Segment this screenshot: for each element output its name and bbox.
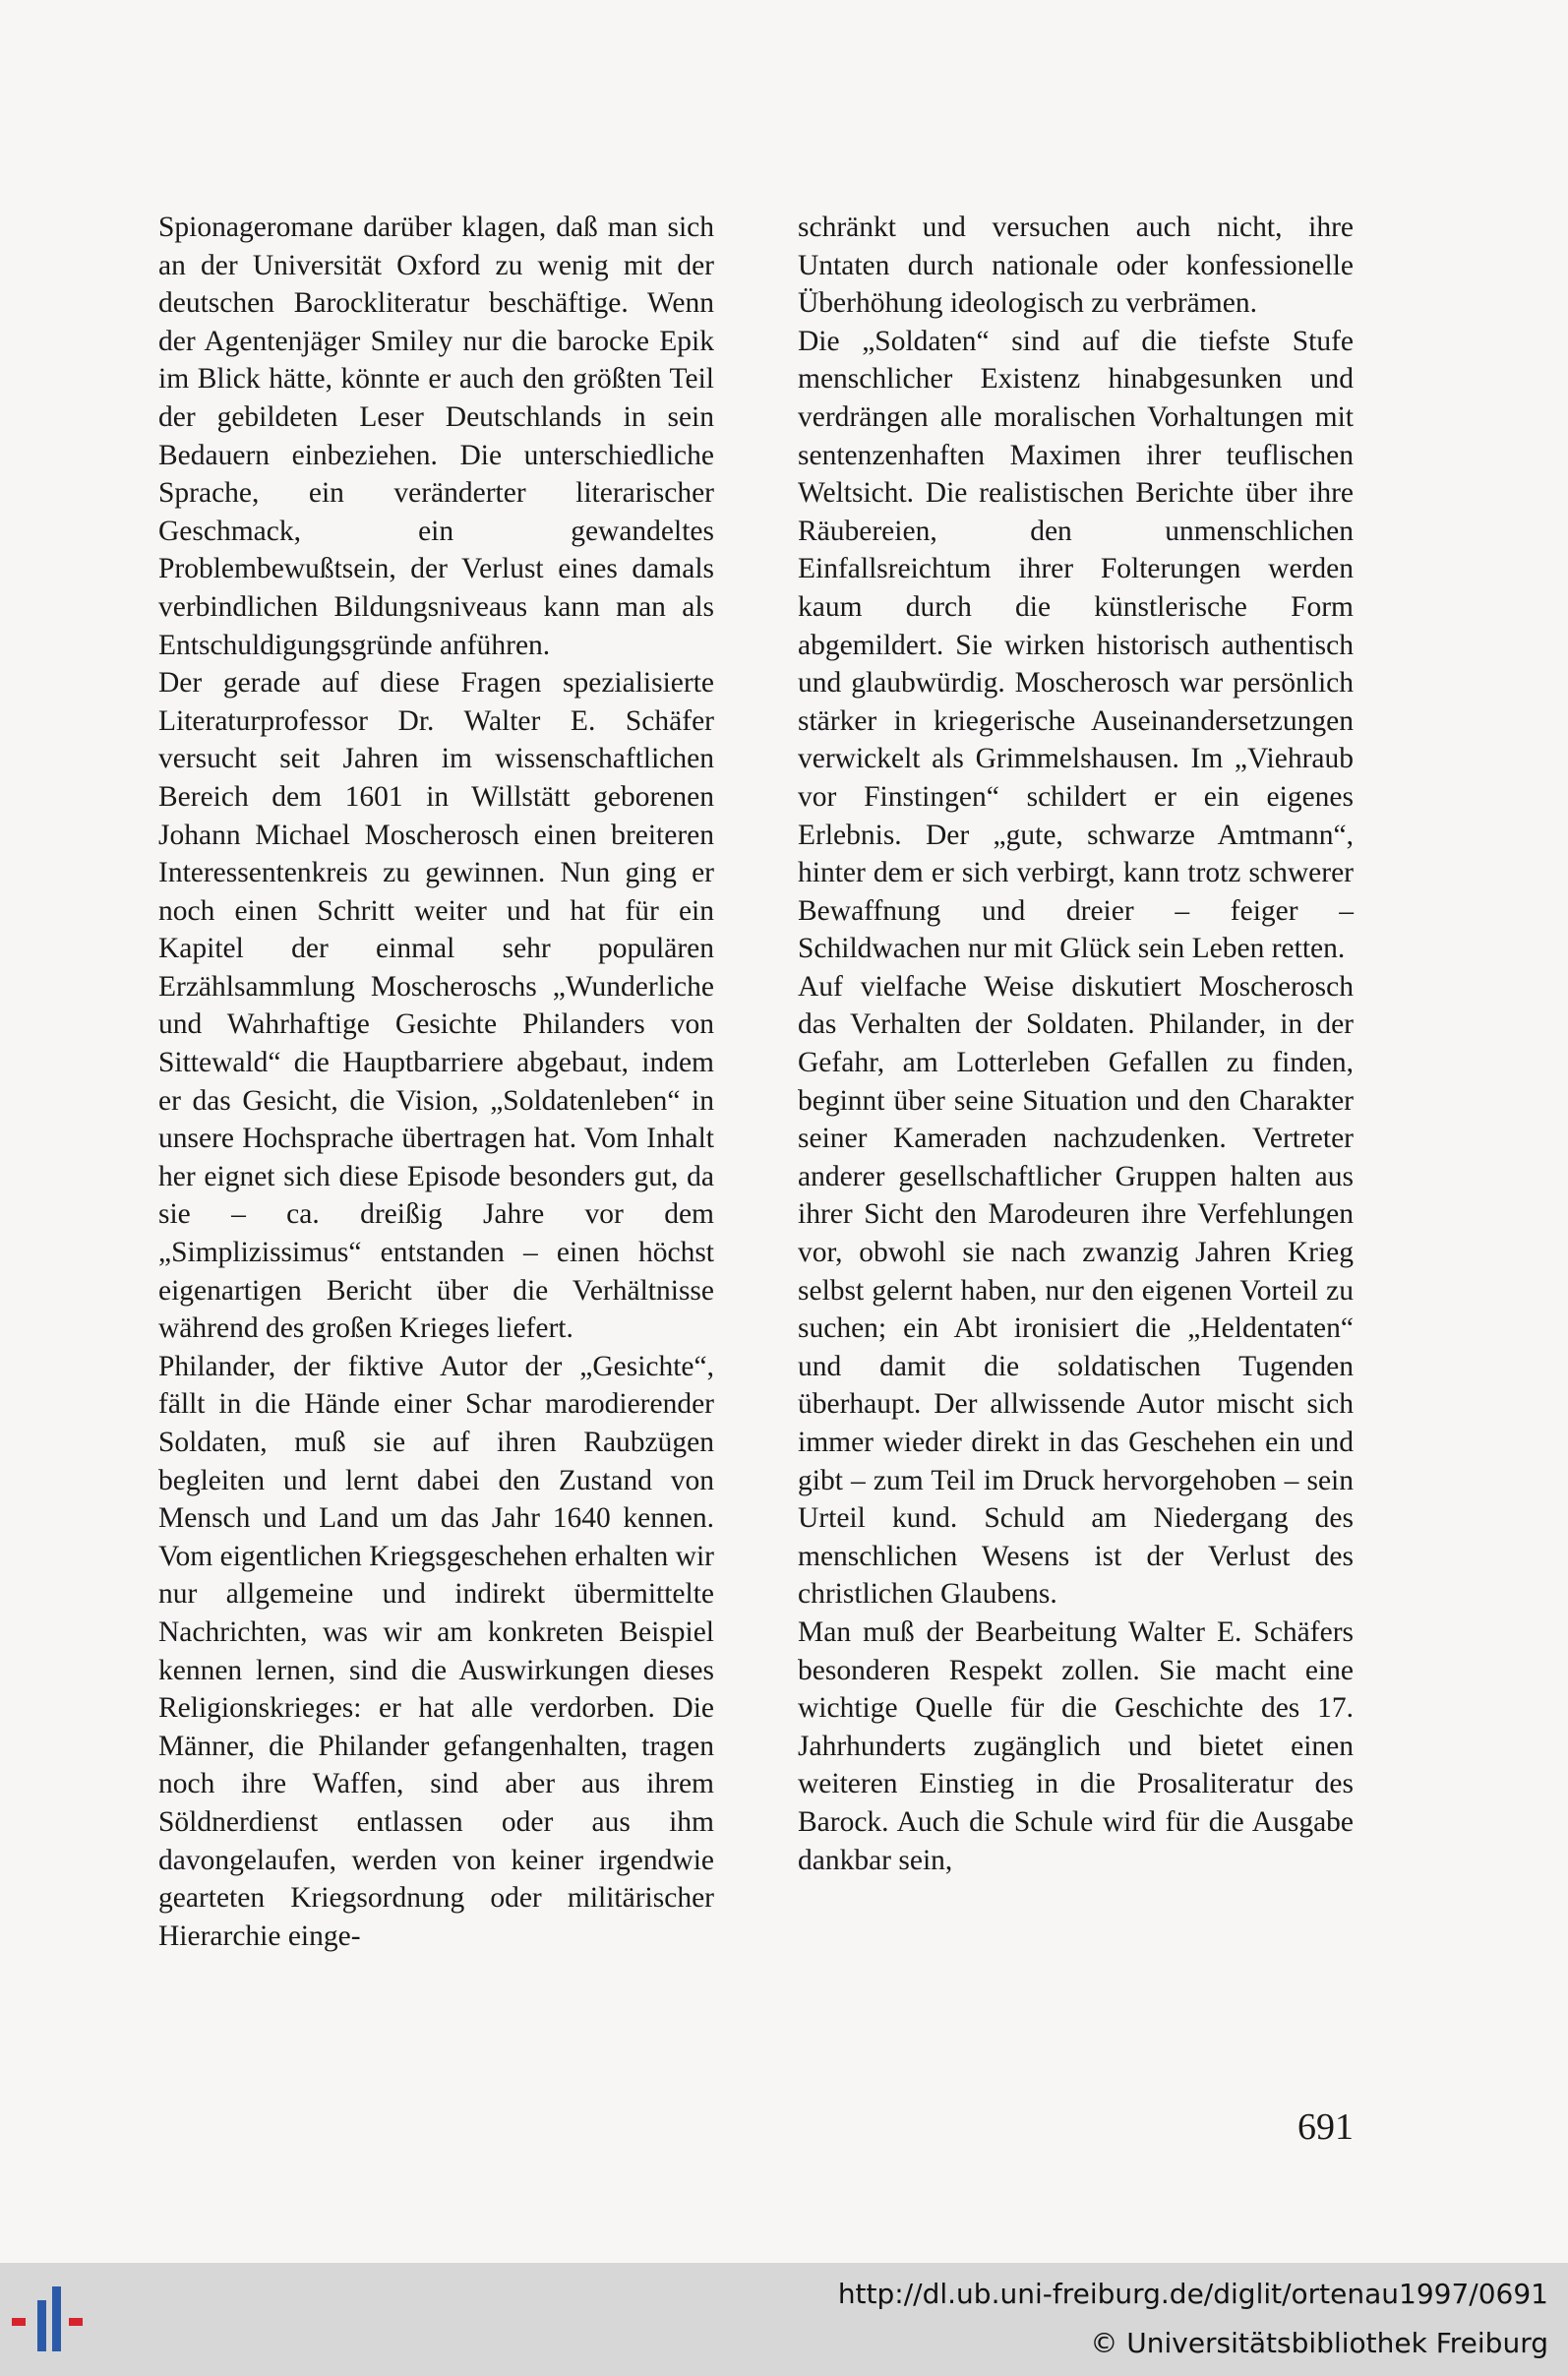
logo-graphic bbox=[10, 2283, 98, 2361]
paragraph: Die „Soldaten“ sind auf die tiefste Stufe menschlicher Existenz hinabgesunken und verdrängen alle moralischen Vorhaltungen mit sentenzenhaften Maximen ihrer teuflischen Weltsicht. Die realistischen Berichte über ihre Räubereien, den unmenschlichen Einfallsreichtum ihrer Folterungen werden kaum durch die künstlerische Form abgemildert. Sie wirken historisch authentisch und glaubwürdig. Moscherosch war persönlich stärker in kriegerische Auseinandersetzungen verwickelt als Grimmelshausen. Im „Viehraub vor Finstingen“ schildert er ein eigenes Erlebnis. Der „gute, schwarze Amtmann“, hinter dem er sich verbirgt, kann trotz schwerer Bewaffnung und dreier – feiger – Schildwachen nur mit Glück sein Leben retten. bbox=[798, 325, 1354, 965]
digital-library-link[interactable]: http://dl.ub.uni-freiburg.de/diglit/ortenau1997/0691 bbox=[837, 2278, 1548, 2310]
paragraph: schränkt und versuchen auch nicht, ihre Untaten durch nationale oder konfessionelle Überhöhung ideologisch zu verbrämen. bbox=[798, 212, 1354, 320]
footer-bar bbox=[0, 2263, 1568, 2376]
page-number: 691 bbox=[1297, 2106, 1354, 2148]
paragraph: Spionageromane darüber klagen, daß man sich an der Universität Oxford zu wenig mit der deutschen Barockliteratur beschäftige. Wenn der Agentenjäger Smiley nur die barocke Epik im Blick hätte, könnte er auch den größten Teil der gebildeten Leser Deutschlands in sein Bedauern einbeziehen. Die unterschiedliche Sprache, ein veränderter literarischer Geschmack, ein gewandeltes Problembewußtsein, der Verlust eines damals verbindlichen Bildungsniveaus kann man als Entschuldigungsgründe anführen. bbox=[158, 212, 714, 661]
text-column-right bbox=[798, 209, 1354, 1879]
paragraph: Auf vielfache Weise diskutiert Moscherosch das Verhalten der Soldaten. Philander, in der Gefahr, am Lotterleben Gefallen zu finden, beginnt über seine Situation und den Charakter seiner Kameraden nachzudenken. Vertreter anderer gesellschaftlicher Gruppen halten aus ihrer Sicht den Marodeuren ihre Verfehlungen vor, obwohl sie nach zwanzig Jahren Krieg selbst gelernt haben, nur den eigenen Vorteil zu suchen; ein Abt ironisiert die „Heldentaten“ und damit die soldatischen Tugenden überhaupt. Der allwissende Autor mischt sich immer wieder direkt in das Geschehen ein und gibt – zum Teil im Druck hervorgehoben – sein Urteil kund. Schuld am Niedergang des menschlichen Wesens ist der Verlust des christlichen Glaubens. bbox=[798, 970, 1354, 1611]
paragraph: Der gerade auf diese Fragen spezialisierte Literaturprofessor Dr. Walter E. Schäfer versucht seit Jahren im wissenschaftlichen Bereich dem 1601 in Willstätt geborenen Johann Michael Moscherosch einen breiteren Interessentenkreis zu gewinnen. Nun ging er noch einen Schritt weiter und hat für ein Kapitel der einmal sehr populären Erzählsammlung Moscheroschs „Wunderliche und Wahrhaftige Gesichte Philanders von Sittewald“ die Hauptbarriere abgebaut, indem er das Gesicht, die Vision, „Soldatenleben“ in unsere Hochsprache übertragen hat. Vom Inhalt her eignet sich diese Episode besonders gut, da sie – ca. dreißig Jahre vor dem „Simplizissimus“ entstanden – einen höchst eigenartigen Bericht über die Verhältnisse während des großen Krieges liefert. bbox=[158, 667, 714, 1345]
paragraph: Man muß der Bearbeitung Walter E. Schäfers besonderen Respekt zollen. Sie macht eine wichtige Quelle für die Geschichte des 17. Jahrhunderts zugänglich und bietet einen weiteren Einstieg in die Prosaliteratur des Barock. Auch die Schule wird für die Ausgabe dankbar sein, bbox=[798, 1615, 1354, 1876]
text-column-left bbox=[158, 209, 714, 1955]
copyright-notice: © Universitätsbibliothek Freiburg bbox=[1090, 2327, 1548, 2359]
paragraph: Philander, der fiktive Autor der „Gesichte“, fällt in die Hände einer Schar marodierender Soldaten, muß sie auf ihren Raubzügen begleiten und lernt dabei den Zustand von Mensch und Land um das Jahr 1640 kennen. Vom eigentlichen Kriegsgeschehen erhalten wir nur allgemeine und indirekt übermittelte Nachrichten, was wir am konkreten Beispiel kennen lernen, sind die Auswirkungen dieses Religionskrieges: er hat alle verdorben. Die Männer, die Philander gefangenhalten, tragen noch ihre Waffen, sind aber aus ihrem Söldnerdienst entlassen oder aus ihm davongelaufen, werden von keiner irgendwie gearteten Kriegsordnung oder militärischer Hierarchie einge- bbox=[158, 1350, 714, 1952]
ub-freiburg-logo-icon bbox=[10, 2283, 98, 2361]
